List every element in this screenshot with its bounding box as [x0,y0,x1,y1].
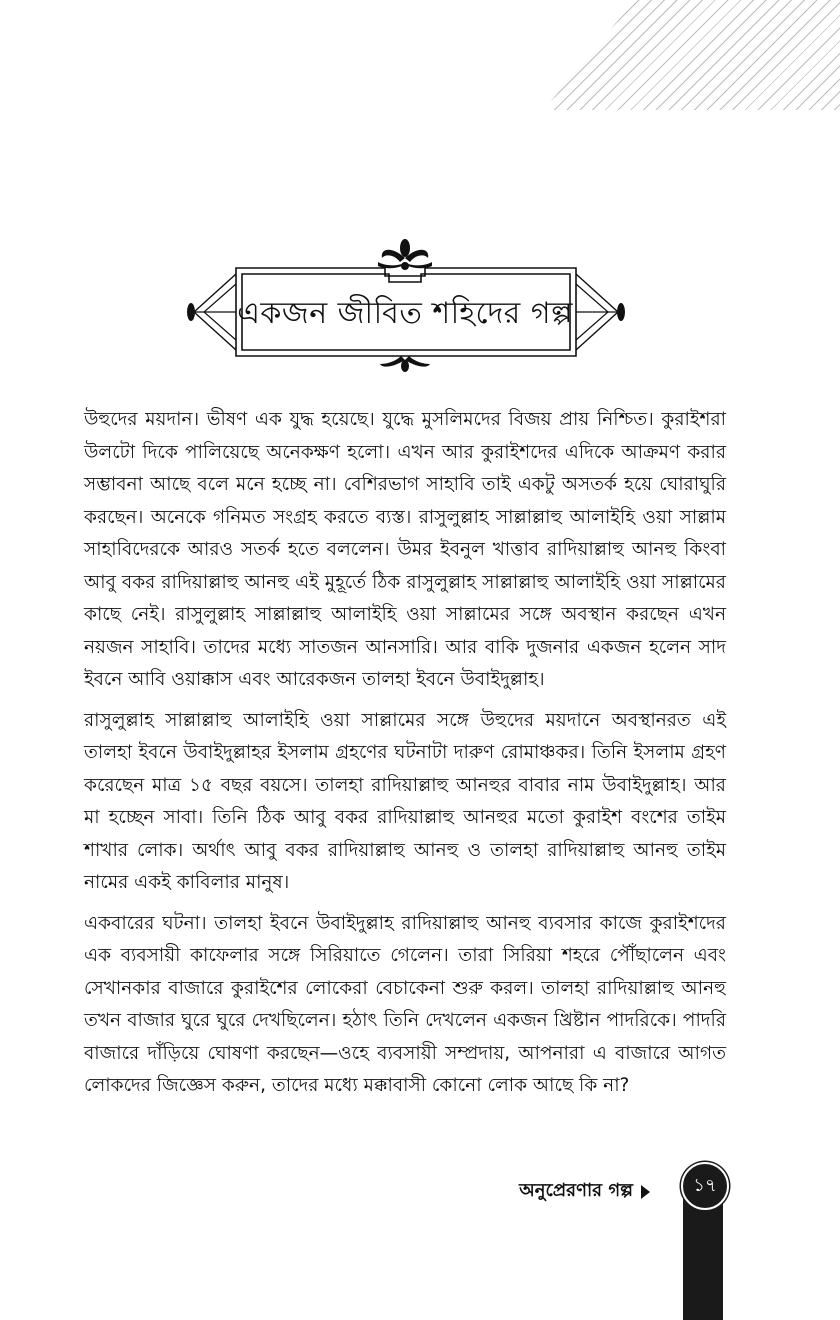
paragraph: রাসুলুল্লাহ সাল্লাল্লাহু আলাইহি ওয়া সাল্লামের সঙ্গে উহুদের ময়দানে অবস্থানরত এই তালহা ইবনে উবাইদুল্লাহর ইসলাম গ্রহণের ঘটনাটা দারুণ রোমাঞ্চকর। তিনি ইসলাম গ্রহণ করেছেন মাত্র ১৫ বছর বয়সে। তালহা রাদিয়াল্লাহু আনহুর বাবার নাম উবাইদুল্লাহ। আর মা হচ্ছেন সাবা। তিনি ঠিক আবু বকর রাদিয়াল্লাহু আনহুর মতো কুরাইশ বংশের তাইম শাখার লোক। অর্থাৎ আবু বকর রাদিয়াল্লাহু আনহু ও তালহা রাদিয়াল্লাহু আনহু তাইম নামের একই কাবিলার মানুষ। [84,709,726,893]
chapter-title: একজন জীবিত শহিদের গল্প [237,295,573,331]
page-number: ১৭ [693,1174,717,1196]
paragraph: একবারের ঘটনা। তালহা ইবনে উবাইদুল্লাহ রাদিয়াল্লাহু আনহু ব্যবসার কাজে কুরাইশদের এক ব্যবসায়ী কাফেলার সঙ্গে সিরিয়াতে গেলেন। তারা সিরিয়া শহরে পৌঁছালেন এবং সেখানকার বাজারে কুরাইশের লোকেরা বেচাকেনা শুরু করল। তালহা রাদিয়াল্লাহু আনহু তখন বাজার ঘুরে ঘুরে দেখছিলেন। হঠাৎ তিনি দেখলেন একজন খ্রিষ্টান পাদরিকে। পাদরি বাজারে দাঁড়িয়ে ঘোষণা করছেন—ওহে ব্যবসায়ী সম্প্রদায়, আপনারা এ বাজারে আগত লোকদের জিজ্ঞেস করুন, তাদের মধ্যে মক্কাবাসী কোনো লোক আছে কি না? [84,912,726,1096]
page-number-badge [681,1162,729,1210]
paragraph: উহুদের ময়দান। ভীষণ এক যুদ্ধ হয়েছে। যুদ্ধে মুসলিমদের বিজয় প্রায় নিশ্চিত। কুরাইশরা উলটো দিকে পালিয়েছে অনেকক্ষণ হলো। এখন আর কুরাইশদের এদিকে আক্রমণ করার সম্ভাবনা আছে বলে মনে হচ্ছে না। বেশিরভাগ সাহাবি তাই একটু অসতর্ক হয়ে ঘোরাঘুরি করছেন। অনেকে গনিমত সংগ্রহ করতে ব্যস্ত। রাসুলুল্লাহ সাল্লাল্লাহু আলাইহি ওয়া সাল্লাম সাহাবিদেরকে আরও সতর্ক হতে বললেন। উমর ইবনুল খাত্তাব রাদিয়াল্লাহু আনহু কিংবা আবু বকর রাদিয়াল্লাহু আনহু এই মুহূর্তে ঠিক রাসুলুল্লাহ সাল্লাল্লাহু আলাইহি ওয়া সাল্লামের কাছে নেই। রাসুলুল্লাহ সাল্লাল্লাহু আলাইহি ওয়া সাল্লামের সঙ্গে অবস্থান করছেন এখন নয়জন সাহাবি। তাদের মধ্যে সাতজন আনসারি। আর বাকি দুজনার একজন হলেন সাদ ইবনে আবি ওয়াক্কাস এবং আরেকজন তালহা ইবনে উবাইদুল্লাহ। [84,409,726,690]
chapter-title-frame [180,236,630,376]
body-text [84,404,726,1111]
book-title: অনুপ্রেরণার গল্প [519,1180,633,1201]
running-footer [519,1176,650,1207]
triangle-right-icon [641,1185,650,1199]
corner-hatch-decoration [460,0,840,110]
